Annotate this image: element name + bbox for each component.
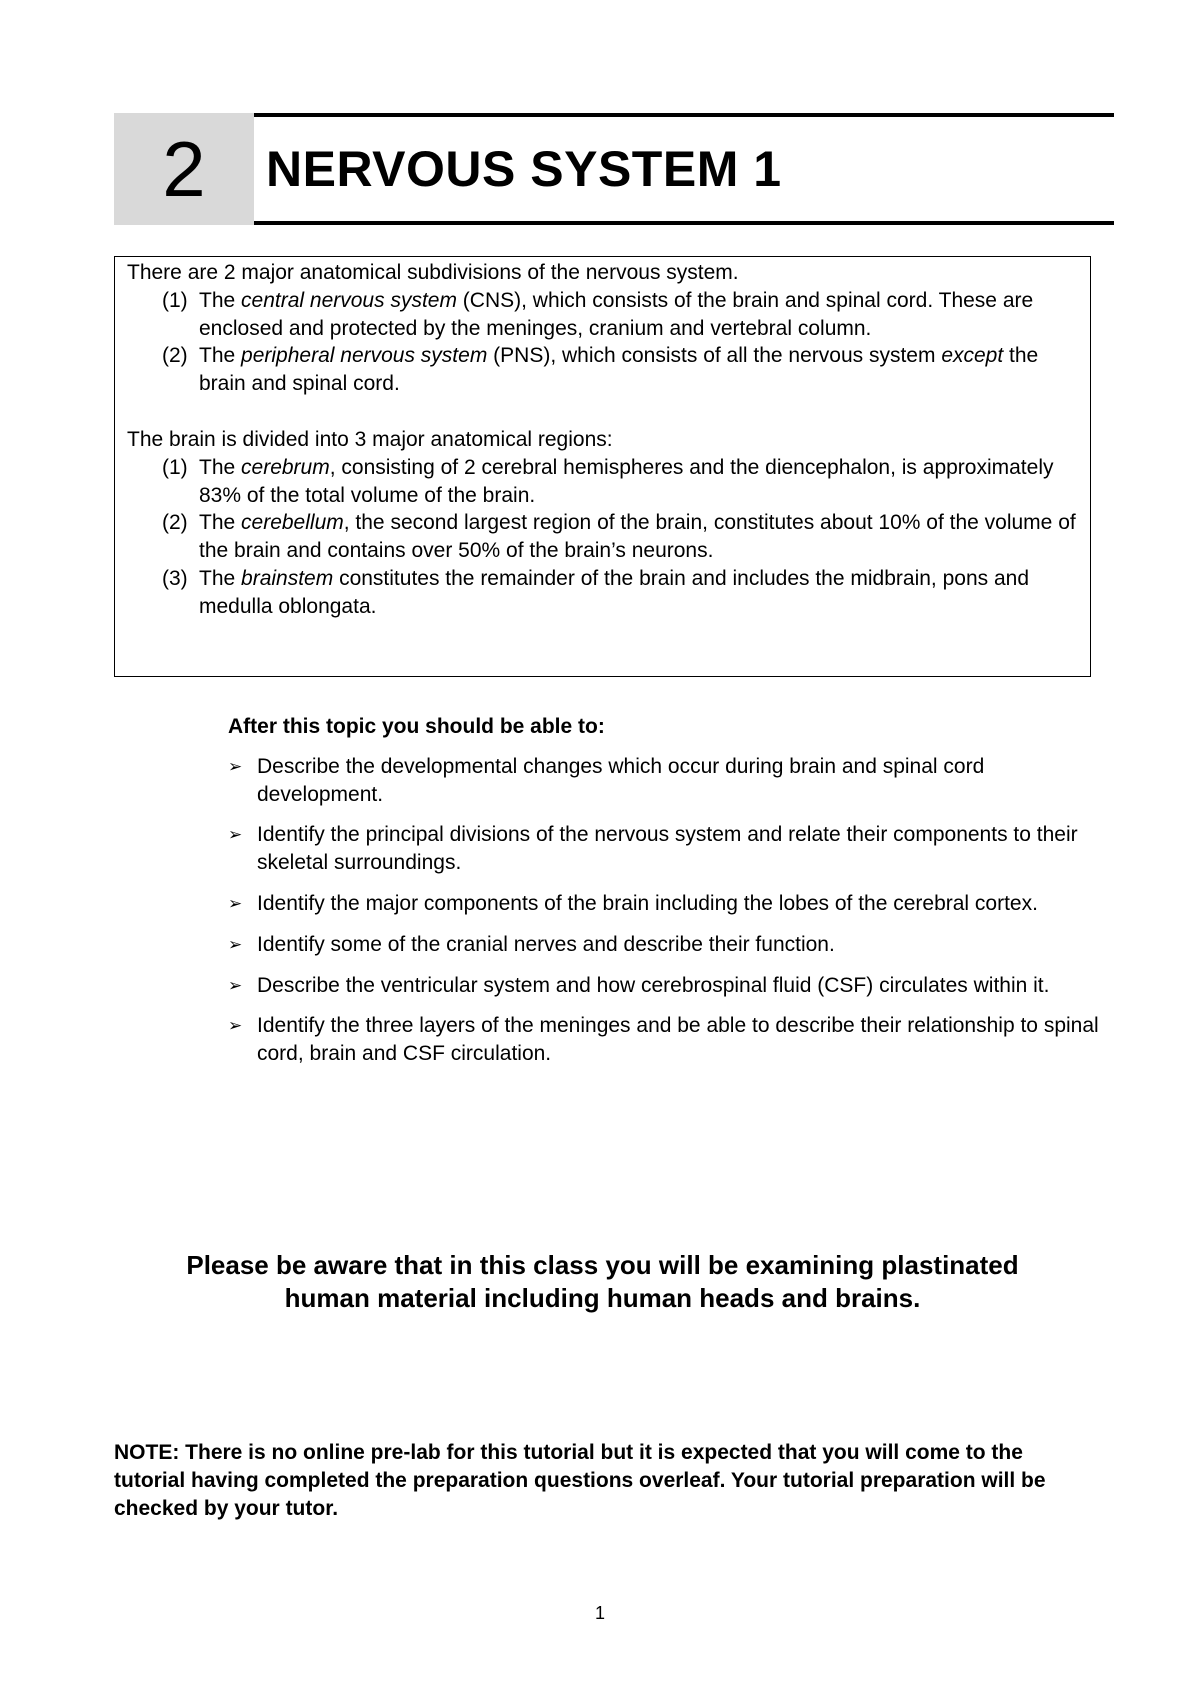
arrow-bullet-icon: ➢ [228,934,243,954]
region-item-brainstem [127,565,1078,621]
item-text [199,565,1078,621]
objective-text: Identify the major components of the brain including the lobes of the cerebral cortex. [257,891,1038,915]
subdivision-item-pns [127,342,1078,398]
spacer [127,398,1078,426]
page-number: 1 [594,1603,605,1623]
item-text [199,454,1078,510]
term-brainstem: brainstem [241,566,334,590]
term-cerebellum: cerebellum [241,511,344,535]
text-run: (PNS), which consists of all the nervous system [487,344,942,368]
item-text [199,287,1078,343]
objective-text: Identify some of the cranial nerves and describe their function. [257,932,835,956]
arrow-bullet-icon: ➢ [228,893,243,913]
term-except: except [941,344,1004,368]
learning-objectives [228,713,1108,1081]
plastinated-material-warning [114,1249,1091,1315]
item-text [199,509,1078,565]
region-item-cerebrum [127,454,1078,510]
item-number: (2) [162,344,188,368]
arrow-bullet-icon: ➢ [228,756,243,776]
subdivision-item-cns [127,287,1078,343]
item-text [199,342,1078,398]
text-run: The [199,511,242,535]
item-number: (2) [162,511,188,535]
item-number: (3) [162,566,188,590]
chapter-title-bar [254,113,1114,225]
warning-line-1: Please be aware that in this class you will be examining plastinated [186,1250,1019,1280]
text-run: The [199,566,242,590]
arrow-bullet-icon: ➢ [228,975,243,995]
text-run: The [199,344,242,368]
objective-text: Describe the ventricular system and how cerebrospinal fluid (CSF) circulates within it. [257,973,1050,997]
objectives-heading: After this topic you should be able to: [228,715,605,738]
objective-item [228,1012,1108,1068]
term-cns: central nervous system [241,288,457,312]
intro-paragraph-regions: The brain is divided into 3 major anatomical regions: [127,427,613,451]
arrow-bullet-icon: ➢ [228,825,243,845]
intro-paragraph-subdivisions: There are 2 major anatomical subdivisions of the nervous system. [127,261,739,284]
chapter-number: 2 [114,113,254,225]
text-run: the brain and spinal cord. [199,344,1039,396]
term-cerebrum: cerebrum [241,455,330,479]
region-item-cerebellum [127,509,1078,565]
item-number: (1) [162,288,188,312]
prelab-note: NOTE: There is no online pre-lab for this tutorial but it is expected that you will come to the tutorial having completed the preparation questions overleaf. Your tutorial preparation will be checked by your tutor. [114,1441,1046,1520]
objective-item [228,753,1108,809]
item-number: (1) [162,455,188,479]
objective-item [228,931,1108,959]
text-run: (CNS), which consists of the brain and spinal cord. These are enclosed and protected by the meninges, cranium and vertebral column. [199,288,1034,340]
objective-text: Identify the principal divisions of the nervous system and relate their components to their skeletal surroundings. [257,823,1078,875]
objective-text: Identify the three layers of the meninges and be able to describe their relationship to spinal cord, brain and CSF circulation. [257,1014,1099,1066]
intro-box [114,256,1091,677]
text-run: , consisting of 2 cerebral hemispheres and the diencephalon, is approximately 83% of the total volume of the brain. [199,455,1054,507]
text-run: constitutes the remainder of the brain and includes the midbrain, pons and medulla oblongata. [199,566,1029,618]
text-run: , the second largest region of the brain, constitutes about 10% of the volume of the brain and contains over 50% of the brain’s neurons. [199,511,1076,563]
text-run: The [199,455,242,479]
objective-item [228,821,1108,877]
term-pns: peripheral nervous system [241,344,488,368]
objective-item [228,972,1108,1000]
text-run: The [199,288,242,312]
objective-item [228,890,1108,918]
chapter-title: NERVOUS SYSTEM 1 [266,141,782,197]
arrow-bullet-icon: ➢ [228,1016,243,1036]
objective-text: Describe the developmental changes which occur during brain and spinal cord development. [257,754,985,806]
warning-line-2: human material including human heads and brains. [284,1283,921,1313]
